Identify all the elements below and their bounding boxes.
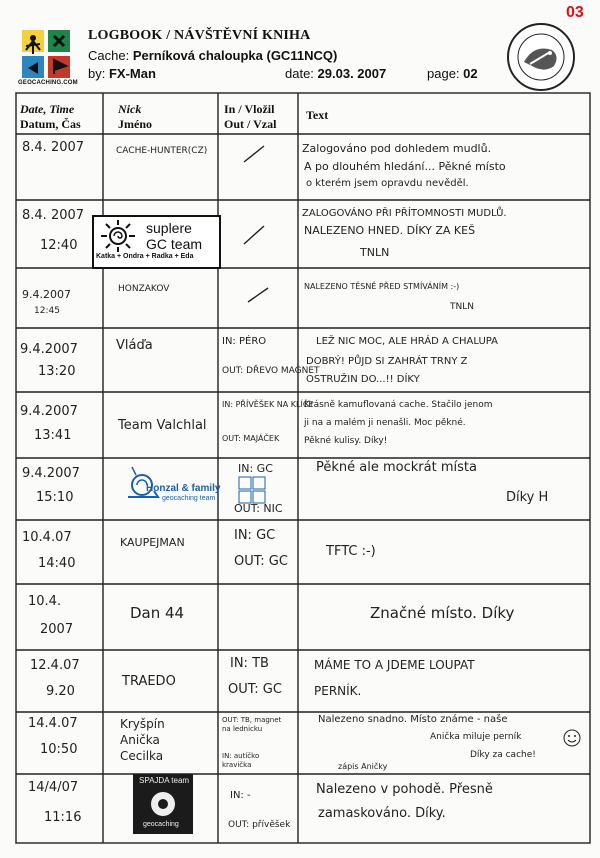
row10-out: IN: autíčko kravička — [222, 752, 260, 769]
date-label: date: — [285, 66, 314, 81]
stamp2-line1: Honzal & family — [146, 483, 221, 494]
logo-caption: GEOCACHING.COM — [18, 80, 78, 86]
row10-nick: Kryšpín Anička Cecilka — [120, 717, 165, 763]
row5-time: 13:41 — [34, 428, 72, 443]
row7-nick: KAUPEJMAN — [120, 536, 185, 549]
page-label: page: — [427, 66, 460, 81]
row11-date: 14/4/07 — [28, 780, 79, 795]
row10-time: 10:50 — [40, 742, 78, 757]
row9-time: 9.20 — [46, 684, 75, 699]
row3-text-1: NALEZENO TĚSNĚ PŘED STMÍVÁNÍM :-) — [304, 282, 460, 291]
row11-text-2: zamaskováno. Díky. — [318, 806, 446, 821]
row2-time: 12:40 — [40, 238, 78, 253]
col-date-header — [20, 102, 81, 132]
row1-text-2: A po dlouhém hledání... Pěkné místo — [304, 160, 506, 173]
row6-in: IN: GC — [238, 462, 273, 475]
smiley-icon — [562, 728, 582, 748]
row2-text-2: NALEZENO HNED. DÍKY ZA KEŠ — [304, 224, 476, 237]
row7-out: OUT: GC — [234, 554, 288, 569]
stamp1-line3: Katka + Ondra + Radka + Eda — [96, 253, 194, 260]
stamp2-line2: geocaching team — [162, 495, 216, 502]
row5-in: IN: PŘÍVĚŠEK NA KLÍČE — [222, 400, 314, 409]
row9-out: OUT: GC — [228, 682, 282, 697]
page-number: 02 — [463, 66, 478, 81]
row8-date: 10.4. — [28, 594, 62, 609]
row10-date: 14.4.07 — [28, 716, 78, 731]
row7-text-1: TFTC :-) — [326, 544, 376, 559]
row8-text-1: Značné místo. Díky — [370, 604, 515, 622]
stamp3-line2: geocaching — [143, 821, 179, 828]
row9-text-2: PERNÍK. — [314, 684, 362, 698]
row3-date: 9.4.2007 — [22, 288, 71, 301]
row4-in: IN: PÉRO — [222, 336, 267, 347]
row5-text-3: Pěkné kulisy. Díky! — [304, 436, 388, 446]
stamp3-line1: SPAJDA team — [139, 776, 190, 785]
row1-nick: CACHE-HUNTER(CZ) — [116, 146, 208, 156]
row3-nick: HONZAKOV — [118, 284, 170, 294]
col-date-en: Date, Time — [20, 102, 75, 116]
row4-text-1: LEŽ NIC MOC, ALE HRÁD A CHALUPA — [316, 336, 499, 347]
page-title: LOGBOOK / NÁVŠTĚVNÍ KNIHA — [88, 28, 311, 43]
col-date-cz: Datum, Čas — [20, 117, 81, 131]
row8-nick: Dan 44 — [130, 604, 185, 622]
row2-text-1: ZALOGOVÁNO PŘI PŘÍTOMNOSTI MUDLŮ. — [302, 208, 507, 219]
row11-out: OUT: přívěšek — [228, 820, 291, 830]
row4-nick: Vláďa — [116, 338, 153, 353]
row11-in: IN: - — [230, 790, 251, 801]
row4-text-3: OSTRUŽIN DO...!! DÍKY — [306, 374, 420, 385]
row9-in: IN: TB — [230, 656, 269, 671]
team-stamp-spajda — [133, 774, 193, 834]
owner-name: FX-Man — [108, 66, 156, 81]
col-in-label: In / Vložil — [224, 102, 275, 116]
row5-text-1: Krásně kamuflovaná cache. Stačilo jenom — [304, 400, 493, 410]
col-inout-header — [224, 102, 276, 132]
row9-nick: TRAEDO — [122, 674, 176, 689]
by-label: by: — [88, 66, 106, 81]
owner-line — [88, 66, 156, 81]
row11-text-1: Nalezeno v pohodě. Přesně — [316, 782, 493, 797]
row3-time: 12:45 — [34, 306, 60, 316]
row4-out: OUT: DŘEVO MAGNET — [222, 366, 320, 376]
row10-text-3: Díky za cache! — [470, 750, 536, 760]
row8-time: 2007 — [40, 622, 74, 637]
row1-text-3: o kterém jsem opravdu nevěděl. — [306, 178, 469, 189]
col-nick-header — [118, 102, 152, 132]
row6-text-2: Díky H — [506, 490, 549, 505]
row4-date: 9.4.2007 — [20, 342, 78, 357]
row3-text-2: TNLN — [450, 302, 474, 312]
sun-spiral-icon — [98, 219, 138, 253]
team-stamp-suplere — [92, 215, 221, 269]
row10-in: OUT: TB, magnet na lednicku — [222, 716, 282, 733]
page-line — [427, 66, 478, 81]
row5-date: 9.4.2007 — [20, 404, 78, 419]
row5-nick: Team Valchlal — [118, 418, 207, 433]
row1-date: 8.4. 2007 — [22, 140, 85, 155]
cache-line — [88, 48, 337, 63]
row7-time: 14:40 — [38, 556, 76, 571]
row7-in: IN: GC — [234, 528, 276, 543]
row9-date: 12.4.07 — [30, 658, 80, 673]
cache-label: Cache: — [88, 48, 130, 63]
cache-name: Perníková chaloupka (GC11NCQ) — [132, 48, 338, 63]
row2-inout-dash-icon — [240, 220, 270, 250]
row2-text-3: TNLN — [360, 246, 390, 259]
col-out-label: Out / Vzal — [224, 117, 277, 131]
page-corner-number: 03 — [566, 4, 584, 21]
row3-inout-dash-icon — [244, 282, 274, 308]
col-nick-cz: Jméno — [118, 117, 152, 131]
row4-text-2: DOBRÝ! PŮJD SI ZAHRÁT TRNY Z — [306, 356, 468, 367]
stamp1-line1: suplere — [146, 220, 192, 236]
club-seal-icon — [506, 22, 576, 92]
row2-date: 8.4. 2007 — [22, 208, 85, 223]
row6-text-1: Pěkné ale mockrát místa — [316, 460, 477, 475]
date-line — [285, 66, 386, 81]
row10-text-1: Nalezeno snadno. Místo známe - naše — [318, 714, 508, 725]
row6-out: OUT: NIC — [234, 502, 283, 515]
date-value: 29.03. 2007 — [317, 66, 387, 81]
row1-inout-dash-icon — [240, 140, 270, 170]
row7-date: 10.4.07 — [22, 530, 72, 545]
stamp1-line2: GC team — [146, 236, 203, 252]
row9-text-1: MÁME TO A JDEME LOUPAT — [314, 658, 475, 672]
row10-text-2: Anička miluje perník — [430, 732, 522, 742]
row10-text-4: zápis Aničky — [338, 762, 388, 771]
row6-gc-logo-icon — [238, 476, 266, 504]
col-nick-en: Nick — [118, 102, 142, 116]
row1-text-1: Zalogováno pod dohledem mudlů. — [302, 142, 492, 155]
row4-time: 13:20 — [38, 364, 76, 379]
row6-date: 9.4.2007 — [22, 466, 80, 481]
spider-icon — [147, 788, 179, 820]
row5-out: OUT: MAJÁČEK — [222, 434, 280, 443]
row11-time: 11:16 — [44, 810, 82, 825]
row6-time: 15:10 — [36, 490, 74, 505]
row5-text-2: ji na a malém ji nenašli. Moc pěkné. — [304, 418, 466, 428]
col-text-header: Text — [306, 108, 329, 122]
